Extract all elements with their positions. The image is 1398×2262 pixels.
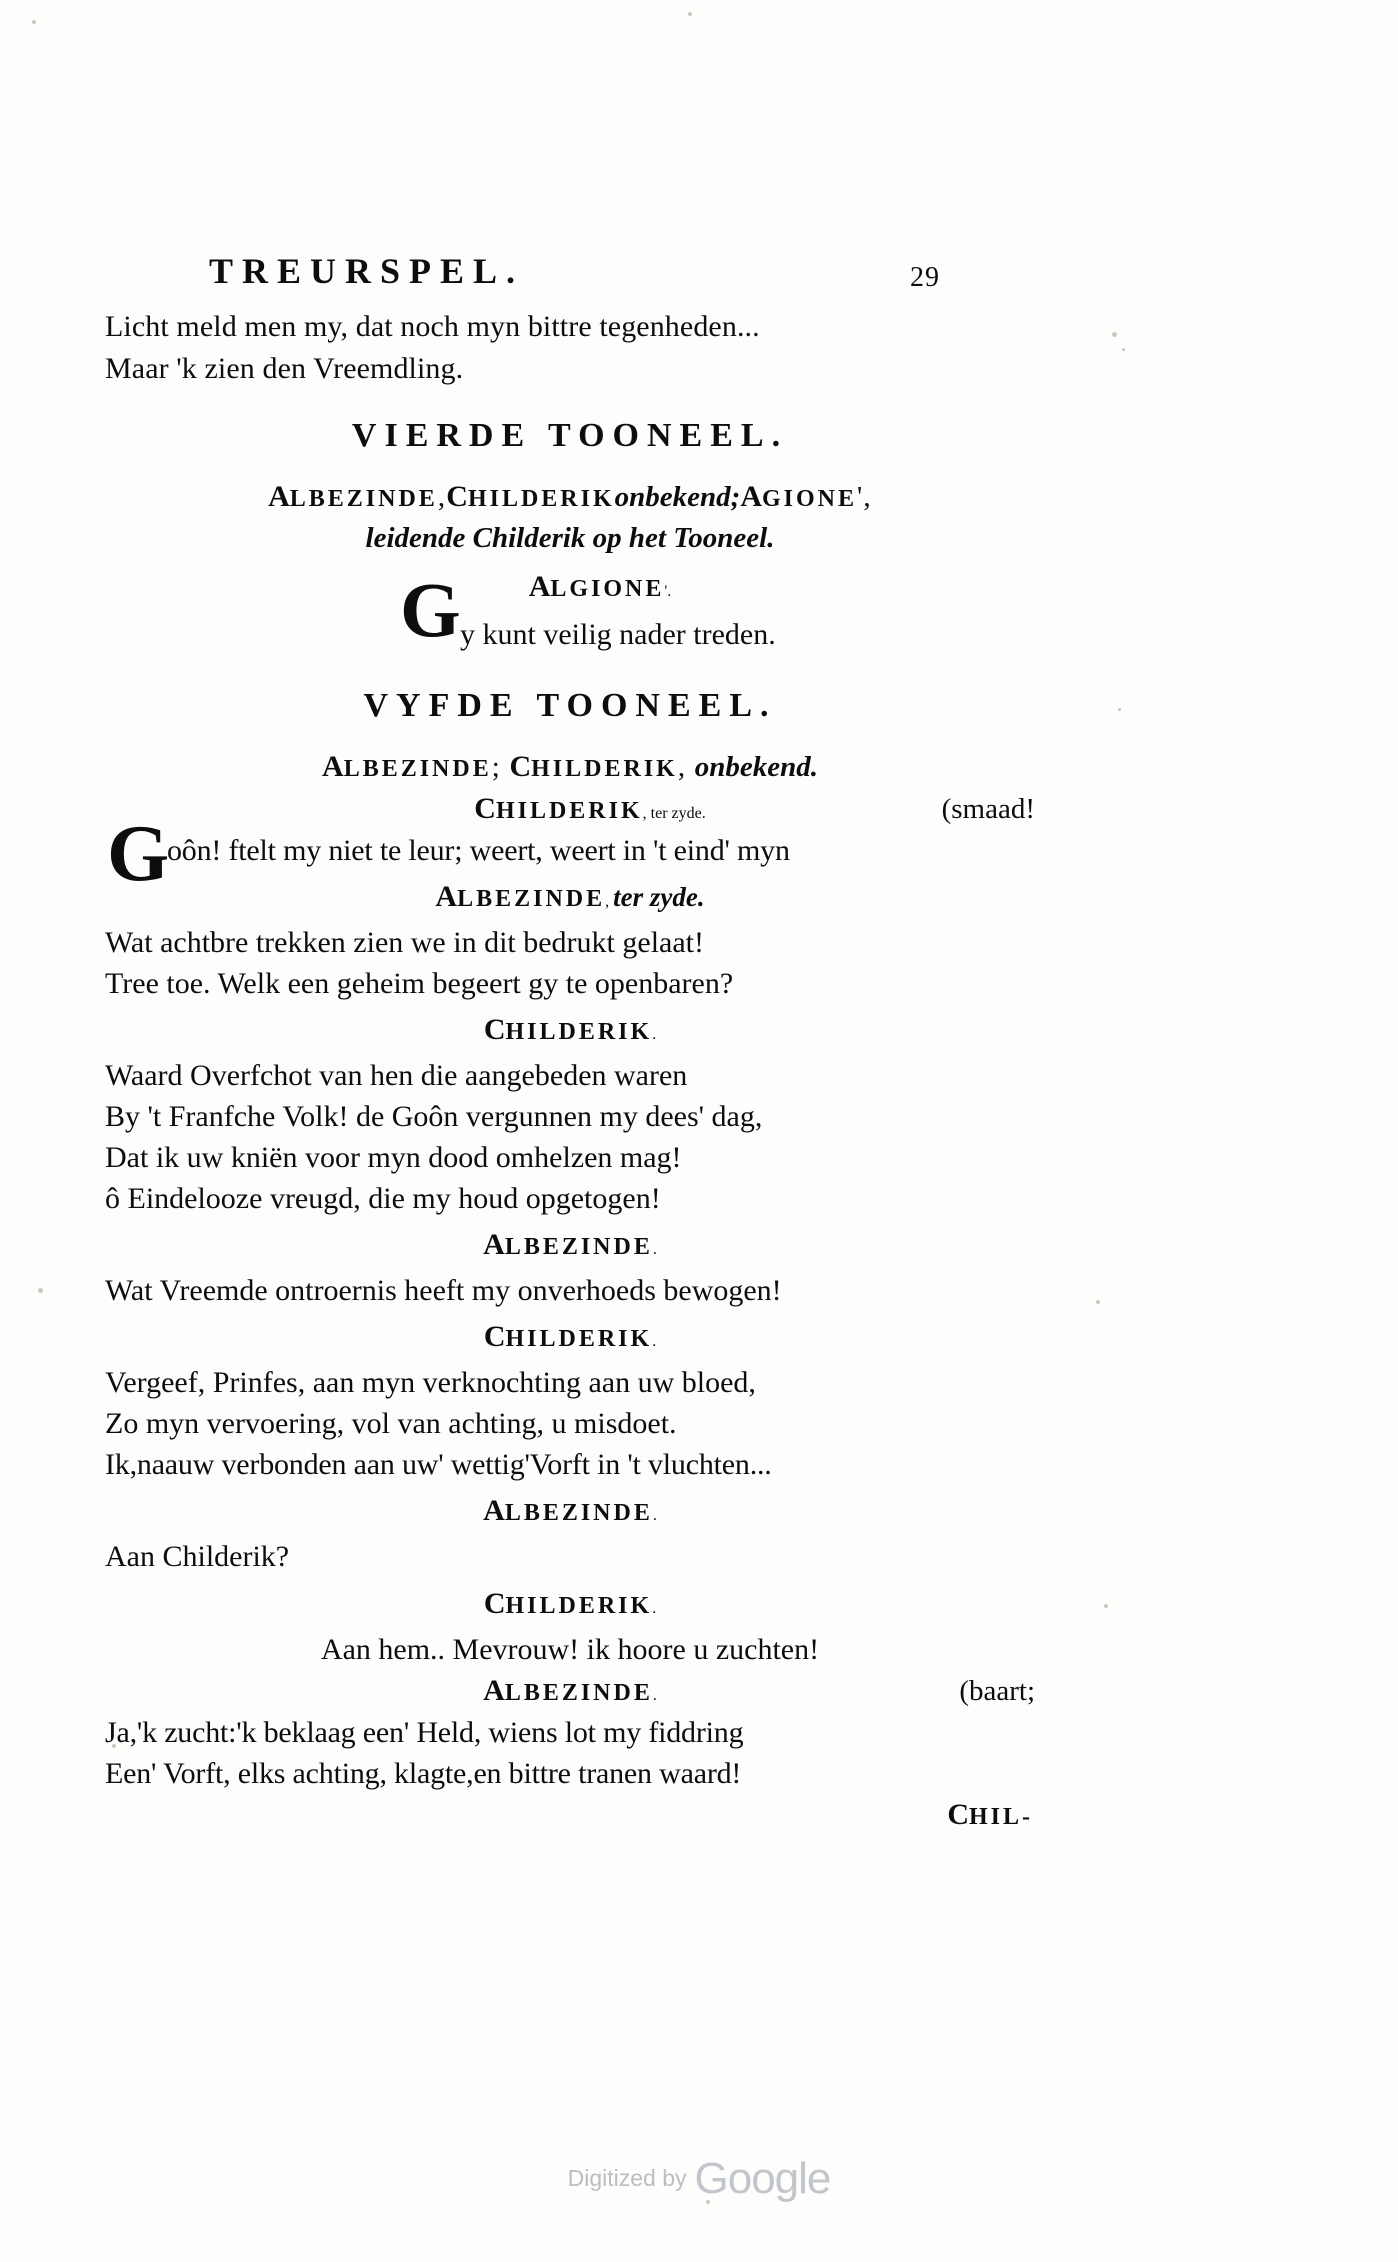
cast-initial: A <box>268 480 290 513</box>
speaker-punct: . <box>652 1687 657 1704</box>
verse-line: Aan Childerik? <box>105 1540 290 1573</box>
verse-line: Aan hem.. Mevrouw! ik hoore u zuchten! <box>320 1633 820 1666</box>
margin-cue: (baart; <box>959 1675 1035 1707</box>
margin-cue: (smaad! <box>941 793 1035 825</box>
speaker-initial: C <box>483 1587 506 1620</box>
speaker-initial: C <box>483 1013 506 1046</box>
speaker-name-albezinde: LBEZINDE <box>504 1500 653 1526</box>
cast-sep: , <box>437 481 447 513</box>
speaker-initial: A <box>528 570 551 603</box>
running-head <box>105 250 1035 304</box>
cast-sep: , <box>677 751 687 783</box>
verse-line: Een' Vorft, elks achting, klagte,en bittre tranen waard! <box>105 1757 742 1790</box>
speaker-initial: A <box>435 880 458 913</box>
scan-speck <box>1118 708 1121 711</box>
verse-line: Ja,'k zucht:'k beklaag een' Held, wiens lot my fiddring <box>105 1716 744 1749</box>
stage-note: ter zyde. <box>650 805 706 822</box>
speaker-punct: , <box>642 805 647 822</box>
speaker-label <box>105 1225 1035 1270</box>
speaker-label <box>105 877 1035 922</box>
page-text-block <box>105 250 1035 1832</box>
scan-speck <box>1096 1300 1100 1304</box>
speaker-name-childerik: HILDERIK <box>505 1593 653 1619</box>
scene-heading-four: VIERDE TOONEEL. <box>351 417 789 454</box>
verse-line: Ik,naauw verbonden aan uw' wettig'Vorft in 't vluchten... <box>105 1448 772 1481</box>
verse-line: Wat Vreemde ontroernis heeft my onverhoeds bewogen! <box>105 1274 782 1307</box>
speaker-punct: . <box>652 1241 657 1258</box>
verse-line: Vergeef, Prinfes, aan myn verknochting aan uw bloed, <box>105 1366 756 1399</box>
verse-line: y kunt veilig nader treden. <box>460 618 776 651</box>
scene-heading-five-text: VYFDE TOONEEL. <box>363 687 777 724</box>
scan-speck <box>1112 332 1117 337</box>
speech-algione <box>105 564 1035 660</box>
verse-line: Waard Overfchot van hen die aangebeden waren <box>105 1059 688 1092</box>
running-head-title: TREURSPEL. <box>209 251 525 291</box>
cast-name-childerik: HILDERIK <box>467 486 615 512</box>
scene-heading-five <box>105 686 1035 726</box>
speaker-punct: . <box>652 1507 657 1524</box>
scene-five-cast <box>105 748 1035 788</box>
scan-speck <box>1104 1604 1108 1608</box>
speaker-label <box>105 1584 1035 1629</box>
cast-initial: C <box>446 480 468 513</box>
speaker-name-albezinde: LBEZINDE <box>457 886 606 912</box>
speaker-punct: . <box>652 1026 657 1043</box>
speech-childerik-1 <box>105 788 1035 898</box>
speaker-row <box>105 788 1035 830</box>
speaker-name-albezinde: LBEZINDE <box>504 1234 653 1260</box>
watermark-brand: Google <box>694 2154 831 2203</box>
cast-name-albezinde: LBEZINDE <box>289 486 438 512</box>
scene-four-stage-direction: leidende Childerik op het Tooneel. <box>365 522 775 554</box>
verse-line: Licht meld men my, dat noch myn bittre tegenheden... <box>105 310 760 343</box>
drop-capital: G <box>107 810 170 898</box>
stage-note: ter zyde. <box>613 882 705 912</box>
speaker-initial: C <box>483 1320 506 1353</box>
verse-line: Maar 'k zien den Vreemdling. <box>105 352 464 385</box>
speaker-label <box>105 1670 1035 1717</box>
drop-capital: G <box>400 566 461 653</box>
speaker-label <box>105 788 1035 835</box>
cast-initial: A <box>740 480 762 513</box>
speaker-row <box>105 1670 1035 1712</box>
catchword-text: HIL- <box>968 1804 1033 1830</box>
speaker-initial: A <box>483 1228 505 1261</box>
speaker-label <box>105 1317 1035 1362</box>
cast-stage-note: onbekend. <box>694 751 818 783</box>
catchword-initial: C <box>947 1798 969 1831</box>
speaker-name-childerik: HILDERIK <box>495 798 643 824</box>
cast-name-albezinde: LBEZINDE <box>343 756 492 782</box>
speaker-name-algione: LGIONE <box>550 576 665 602</box>
page-number: 29 <box>910 262 940 293</box>
scan-speck <box>32 20 36 24</box>
verse-line: Tree toe. Welk een geheim begeert gy te openbaren? <box>105 967 734 1000</box>
cast-name-childerik: HILDERIK <box>531 756 678 782</box>
cast-stage-note: onbekend; <box>614 481 741 513</box>
verse-line: Dat ik uw kniën voor myn dood omhelzen mag! <box>105 1141 682 1174</box>
speaker-label <box>105 1491 1035 1536</box>
verse-row <box>105 1536 1035 1578</box>
speaker-initial: C <box>474 792 496 825</box>
scan-speck <box>1122 348 1125 351</box>
cast-tail: ', <box>857 481 872 513</box>
speaker-initial: A <box>483 1674 505 1707</box>
cast-name-agione: GIONE <box>761 486 857 512</box>
cast-sep: ; <box>491 751 501 783</box>
digitization-watermark <box>0 2154 1398 2204</box>
speaker-name-childerik: HILDERIK <box>505 1019 653 1045</box>
verse-line: Wat achtbre trekken zien we in dit bedrukt gelaat! <box>105 926 704 959</box>
catchword <box>105 1798 1035 1832</box>
speaker-name-albezinde: LBEZINDE <box>504 1680 653 1706</box>
cast-initial: C <box>509 750 532 783</box>
verse-line: ô Eindelooze vreugd, die my houd opgetogen! <box>105 1182 661 1215</box>
speaker-punct: . <box>652 1333 657 1350</box>
verse-line: By 't Franfche Volk! de Goôn vergunnen my dees' dag, <box>105 1100 763 1133</box>
scan-speck <box>38 1288 43 1293</box>
scan-speck <box>688 12 692 16</box>
speaker-initial: A <box>483 1494 505 1527</box>
cast-initial: A <box>322 750 344 783</box>
speaker-label <box>105 1010 1035 1055</box>
watermark-prefix: Digitized by <box>567 2165 687 2191</box>
speaker-punct: . <box>652 1600 657 1617</box>
speaker-punct: , <box>605 893 610 910</box>
verse-line: Zo myn vervoering, vol van achting, u misdoet. <box>105 1407 677 1440</box>
verse-line: oôn! ftelt my niet te leur; weert, weert in 't eind' myn <box>167 834 790 867</box>
speaker-punct: '. <box>664 583 672 600</box>
speaker-name-childerik: HILDERIK <box>505 1326 653 1352</box>
scene-four-cast <box>105 478 1035 518</box>
speaker-label <box>105 564 1035 615</box>
